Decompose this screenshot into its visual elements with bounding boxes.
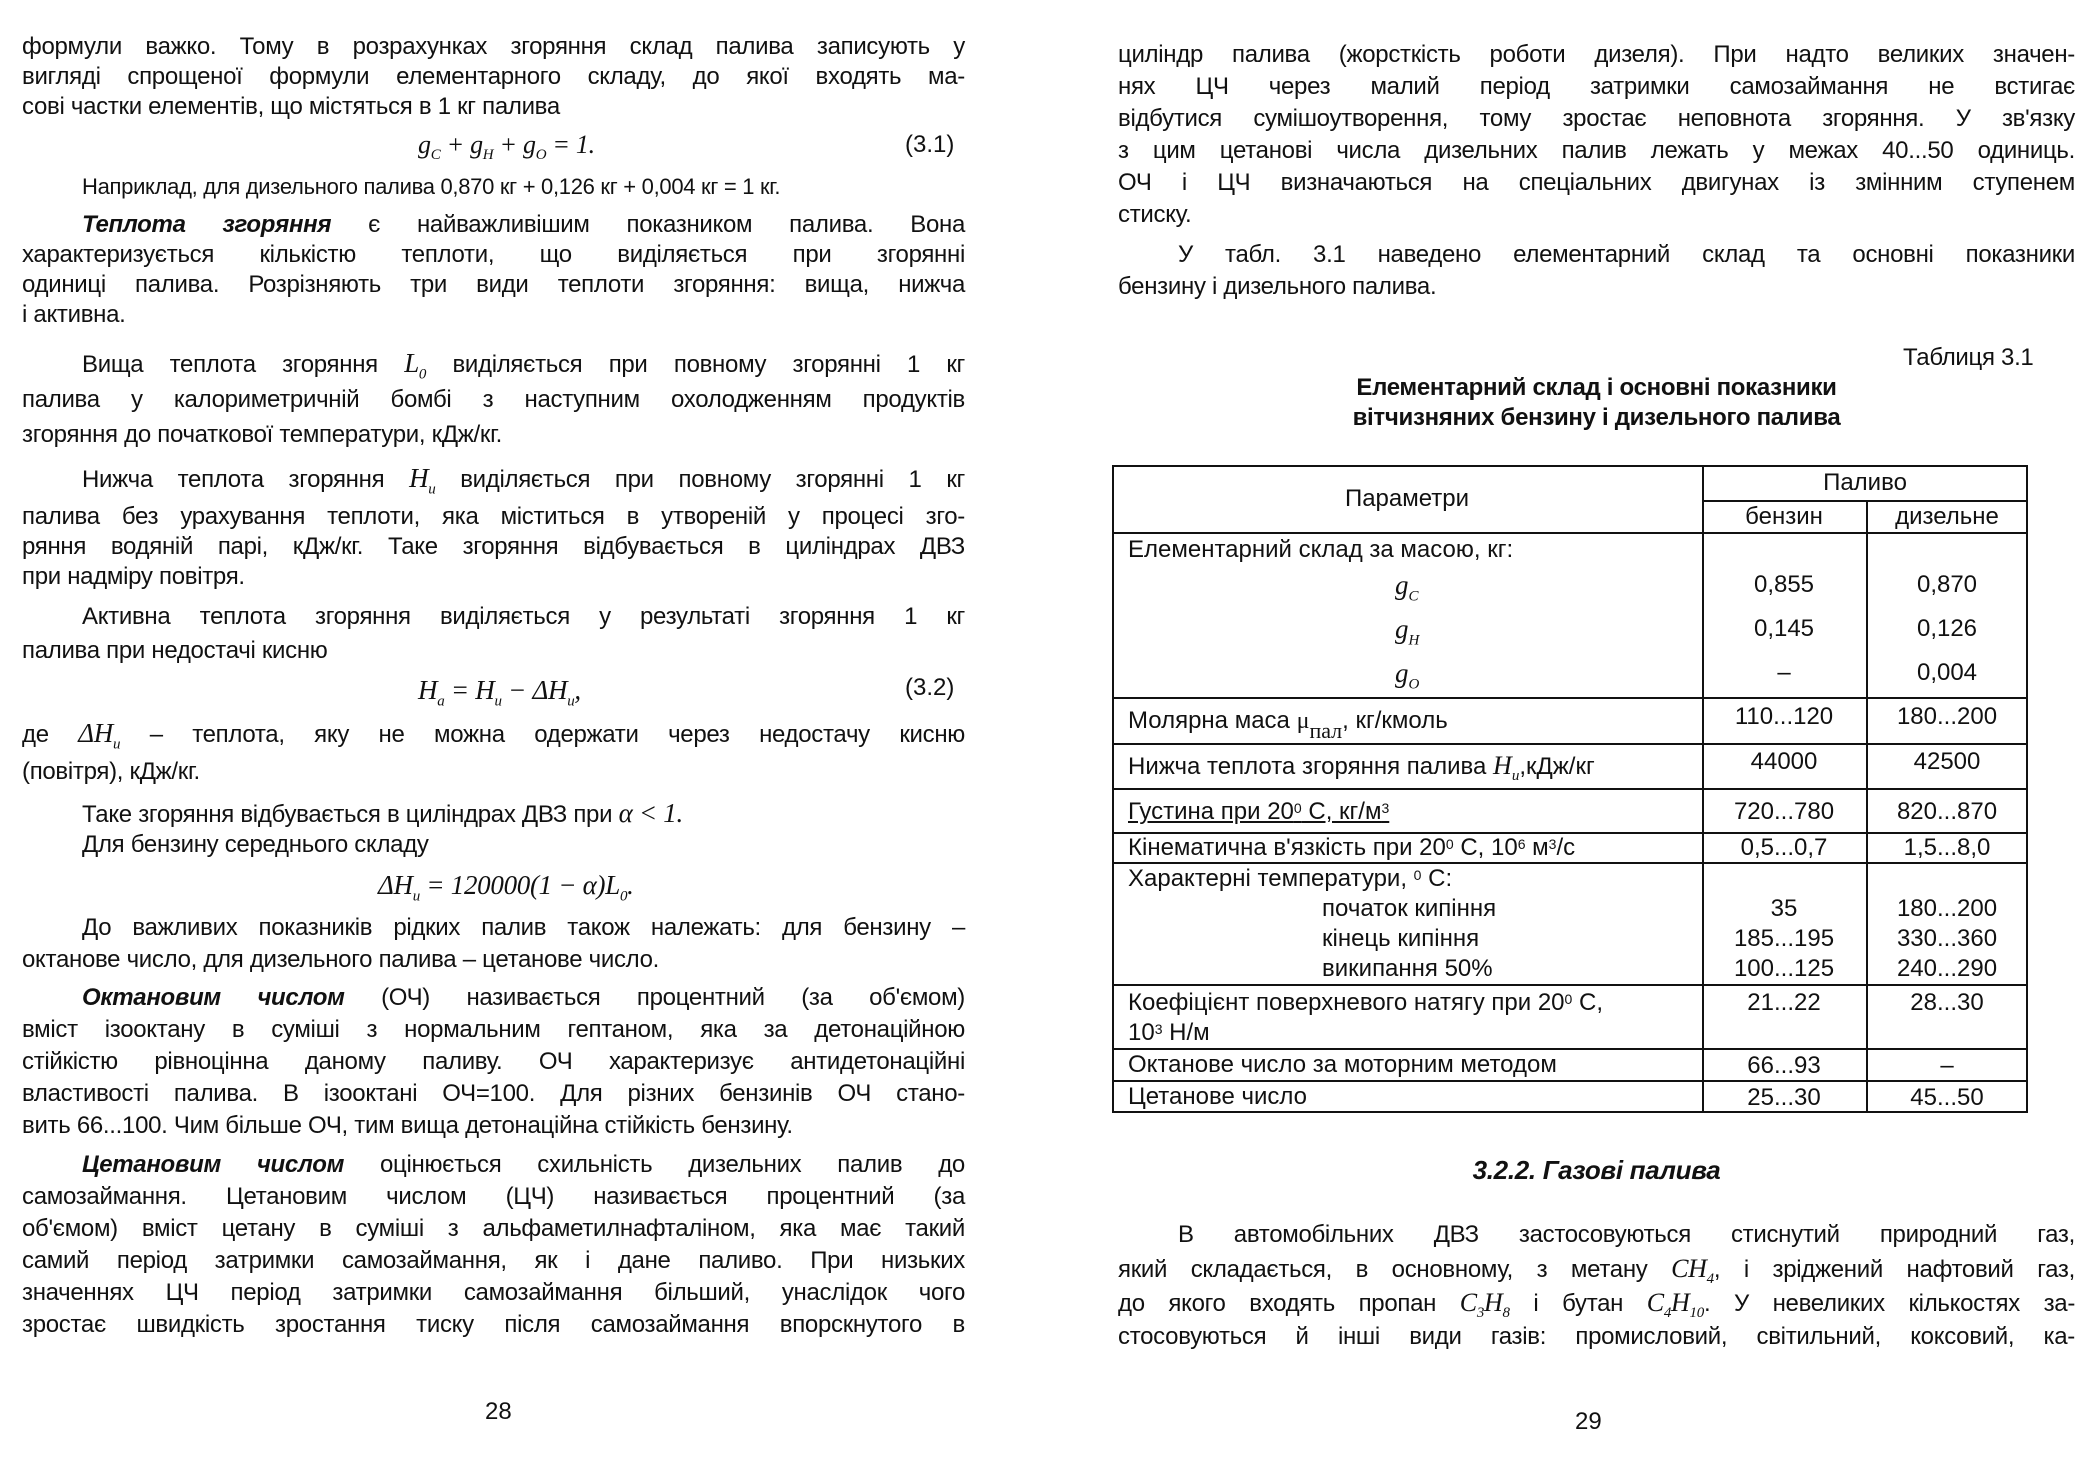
cell-value: 0,145 — [1753, 615, 1815, 642]
cell-value: 0,5...0,7 — [1740, 834, 1828, 861]
equation-number: (3.1) — [905, 131, 955, 158]
header-diesel: дизельне — [1895, 503, 1999, 530]
row-label-gO: $g_O$ — [1395, 658, 1420, 693]
formula-ch4: $CH_4$ — [1671, 1254, 1714, 1288]
paragraph-line: до якого входять пропан $C_3H_8$ і бутан $C_4H_{10}$. У невеликих кількостях за- — [1118, 1288, 2076, 1322]
cell-value: 35 — [1770, 895, 1798, 922]
table-title-line: вітчизняних бензину і дизельного палива — [1352, 404, 1841, 431]
row-label-lower-heat: Нижча теплота згоряння палива $H_u,кДж/кг$ — [1128, 751, 1595, 784]
text: Таке згоряння відбувається в циліндрах ДВЗ при — [82, 801, 613, 828]
symbol-delta-Hu: $\Delta H_u$ — [78, 718, 121, 753]
paragraph-line: властивості палива. В ізооктані ОЧ=100. Для різних бензинів ОЧ стано- — [22, 1080, 965, 1107]
text: виділяється при повному згорянні 1 кг — [452, 351, 965, 378]
cell-value: 240...290 — [1896, 955, 1998, 982]
paragraph-line: палива при недостачі кисню — [22, 637, 328, 664]
header-fuel: Паливо — [1823, 469, 1907, 496]
paragraph-line: самий період затримки самозаймання, як і дане паливо. При низьких — [22, 1247, 965, 1274]
row-label-surface-tension-unit: $10^3$ Н/м — [1128, 1019, 1210, 1046]
paragraph-line — [82, 798, 683, 830]
row-label-density: Густина при $20^0$ С, $кг/м^3$ — [1128, 798, 1390, 825]
paragraph-line: Активна теплота згоряння виділяється у результаті згоряння 1 кг — [82, 603, 965, 630]
cell-value: – — [1940, 1052, 1954, 1079]
paragraph-line: циліндр палива (жорсткість роботи дизеля). При надто великих значен- — [1118, 41, 2075, 68]
paragraph-line — [22, 718, 965, 759]
symbol-Hu: $H_u$ — [409, 463, 436, 498]
paragraph-line: ОЧ і ЦЧ визначаються на спеціальних двигунах із змінним ступенем — [1118, 169, 2075, 196]
cell-value: 185...195 — [1733, 925, 1835, 952]
paragraph-line: стійкістю рівноцінна даному паливу. ОЧ характеризує антидетонаційні — [22, 1048, 965, 1075]
page-number: 28 — [485, 1398, 512, 1425]
paragraph-line: палива у калориметричній бомбі з наступним охолодженням продуктів — [22, 386, 965, 413]
table-label: Таблиця 3.1 — [1903, 344, 2034, 371]
table-title-line: Елементарний склад і основні показники — [1356, 374, 1837, 401]
cell-value: 110...120 — [1734, 703, 1834, 730]
alpha-expression: α < 1. — [618, 798, 683, 828]
row-label-viscosity: Кінематична в'язкість при $20^0$ С, $10^6$ $м^3/с$ — [1128, 834, 1576, 861]
formula-c4h10: $C_4H_{10}$ — [1646, 1288, 1704, 1322]
paragraph-line — [82, 983, 965, 1013]
paragraph-line: самозаймання. Цетановим числом (ЦЧ) називається процентний (за — [22, 1183, 965, 1210]
paragraph-line: бензину і дизельного палива. — [1118, 273, 1437, 300]
paragraph-line: октанове число, для дизельного палива – цетанове число. — [22, 946, 660, 973]
equation-3-2: $H_a = H_u - \Delta H_u$, — [418, 675, 581, 710]
cell-value: 0,870 — [1916, 571, 1978, 598]
table-divider — [1112, 697, 2028, 699]
paragraph-line: зростає швидкість зростання тиску після самозаймання впорскнутого в — [22, 1311, 965, 1338]
row-label-cetane: Цетанове число — [1128, 1083, 1308, 1110]
paragraph-line: одиниці палива. Розрізняють три види теплоти згоряння: вища, нижча — [22, 271, 965, 298]
cell-value: 180...200 — [1896, 895, 1998, 922]
cell-value: 66...93 — [1747, 1052, 1821, 1079]
term-octane-number: Октановим числом — [82, 984, 345, 1011]
cell-value: 1,5...8,0 — [1903, 834, 1991, 861]
paragraph-line: стиску. — [1118, 201, 1192, 228]
row-label-boiling-end: кінець кипіння — [1322, 925, 1480, 952]
paragraph-line: У табл. 3.1 наведено елементарний склад та основні показники — [1178, 241, 2075, 268]
cell-value: 180...200 — [1896, 703, 1998, 730]
symbol-L0: $L_0$ — [404, 348, 427, 383]
cell-value: 0,004 — [1916, 659, 1978, 686]
paragraph-line: (повітря), кДж/кг. — [22, 758, 200, 785]
paragraph-line — [82, 1150, 965, 1180]
cell-value: 25...30 — [1747, 1084, 1821, 1111]
paragraph-line: стосовуються й інші види газів: промисловий, світильний, коксовий, ка- — [1118, 1323, 2075, 1350]
row-label-gC: $g_C$ — [1395, 570, 1419, 605]
paragraph-line: значеннях ЦЧ період затримки самозаймання більший, унаслідок чого — [22, 1279, 965, 1306]
paragraph-line: сові частки елементів, що містяться в 1 кг палива — [22, 93, 560, 120]
term-cetane-number: Цетановим числом — [82, 1151, 345, 1178]
formula-c3h8: $C_3H_8$ — [1459, 1288, 1510, 1322]
paragraph-line — [82, 210, 965, 240]
header-petrol: бензин — [1745, 503, 1823, 530]
cell-value: 330...360 — [1896, 925, 1998, 952]
paragraph-line: нях ЦЧ через малий період затримки самозаймання не встигає — [1118, 73, 2075, 100]
text: Нижча теплота згоряння — [82, 466, 385, 493]
equation-3-1: $g_C + g_H + g_O = 1$. — [418, 130, 595, 164]
paragraph-line: ряння водяній парі, кДж/кг. Таке згоряння відбувається в циліндрах ДВЗ — [22, 533, 965, 560]
equation-delta-hu: $\Delta H_u = 120000(1 - \alpha)L_0$. — [378, 870, 634, 905]
cell-value: 0,855 — [1753, 571, 1815, 598]
paragraph-line: вигляді спрощеної формули елементарного складу, до якої входять ма- — [22, 63, 965, 90]
paragraph-line: з цим цетанові числа дизельних палив лежать у межах 40...50 одиниць. — [1118, 137, 2075, 164]
cell-value: – — [1777, 659, 1791, 686]
paragraph-line: Для бензину середнього складу — [82, 831, 429, 858]
example-line: Наприклад, для дизельного палива 0,870 кг + 0,126 кг + 0,004 кг = 1 кг. — [82, 174, 781, 199]
paragraph-line: формули важко. Тому в розрахунках згоряння склад палива записують у — [22, 33, 965, 60]
paragraph-line: характеризується кількістю теплоти, що виділяється при згорянні — [22, 241, 965, 268]
cell-value: 44000 — [1750, 748, 1818, 775]
row-label-boiling-50: википання 50% — [1322, 955, 1493, 982]
paragraph-line: при надміру повітря. — [22, 563, 245, 590]
text: Вища теплота згоряння — [82, 351, 378, 378]
row-label-octane: Октанове число за моторним методом — [1128, 1051, 1557, 1078]
page-number: 29 — [1575, 1408, 1602, 1435]
cell-value: 100...125 — [1733, 955, 1835, 982]
row-label-temperatures: Характерні температури, $^0$ С: — [1128, 865, 1453, 892]
section-heading: 3.2.2. Газові палива — [1472, 1155, 1721, 1185]
table-divider — [1112, 984, 2028, 986]
text: де — [22, 721, 49, 748]
equation-number: (3.2) — [905, 674, 955, 701]
paragraph-line: В автомобільних ДВЗ застосовуються стиснутий природний газ, — [1178, 1221, 2075, 1248]
table-divider — [1112, 743, 2028, 745]
table-divider — [1112, 532, 2028, 534]
cell-value: 42500 — [1913, 748, 1981, 775]
paragraph-line: і активна. — [22, 301, 126, 328]
paragraph-line: вміст ізооктану в суміші з нормальним гептаном, яка за детонаційною — [22, 1016, 965, 1043]
cell-value: 45...50 — [1910, 1084, 1984, 1111]
cell-value: 21...22 — [1747, 989, 1821, 1016]
row-label-boiling-start: початок кипіння — [1322, 895, 1497, 922]
text: є найважливішим показником палива. Вона — [368, 211, 965, 238]
row-label-gH: $g_H$ — [1395, 614, 1420, 649]
paragraph-line: вить 66...100. Чим більше ОЧ, тим вища детонаційна стійкість бензину. — [22, 1112, 793, 1139]
paragraph-line: який складається, в основному, з метану $CH_4$, і зріджений нафтовий газ, — [1118, 1254, 2076, 1288]
text: – теплота, яку не можна одержати через недостачу кисню — [149, 721, 965, 748]
paragraph-line — [82, 463, 965, 504]
cell-value: 720...780 — [1733, 798, 1835, 825]
row-label-molar-mass: Молярна маса $\mu_{пал}$, кг/кмоль — [1128, 707, 1448, 743]
paragraph-line: палива без урахування теплоти, яка міститься в утвореній у процесі зго- — [22, 503, 965, 530]
row-label-surface-tension: Коефіцієнт поверхневого натягу при $20^0$ С, — [1128, 989, 1603, 1016]
cell-value: 28...30 — [1910, 989, 1984, 1016]
text: оцінюється схильність дизельних палив до — [379, 1151, 965, 1178]
cell-value: 820...870 — [1896, 798, 1998, 825]
paragraph-line: об'ємом) вміст цетану в суміші з альфаметилнафталіном, яка має такий — [22, 1215, 965, 1242]
text: виділяється при повному згорянні 1 кг — [460, 466, 965, 493]
header-parameters: Параметри — [1344, 485, 1470, 512]
paragraph-line: До важливих показників рідких палив також належать: для бензину – — [82, 914, 965, 941]
term-heat-of-combustion: Теплота згоряння — [82, 211, 332, 238]
text: (ОЧ) називається процентний (за об'ємом) — [381, 984, 965, 1011]
row-label-composition: Елементарний склад за масою, кг: — [1128, 536, 1514, 563]
paragraph-line: згоряння до початкової температури, кДж/кг. — [22, 421, 502, 448]
cell-value: 0,126 — [1916, 615, 1978, 642]
paragraph-line: відбутися сумішоутворення, тому зростає неповнота згоряння. У зв'язку — [1118, 105, 2075, 132]
paragraph-line — [82, 348, 965, 389]
